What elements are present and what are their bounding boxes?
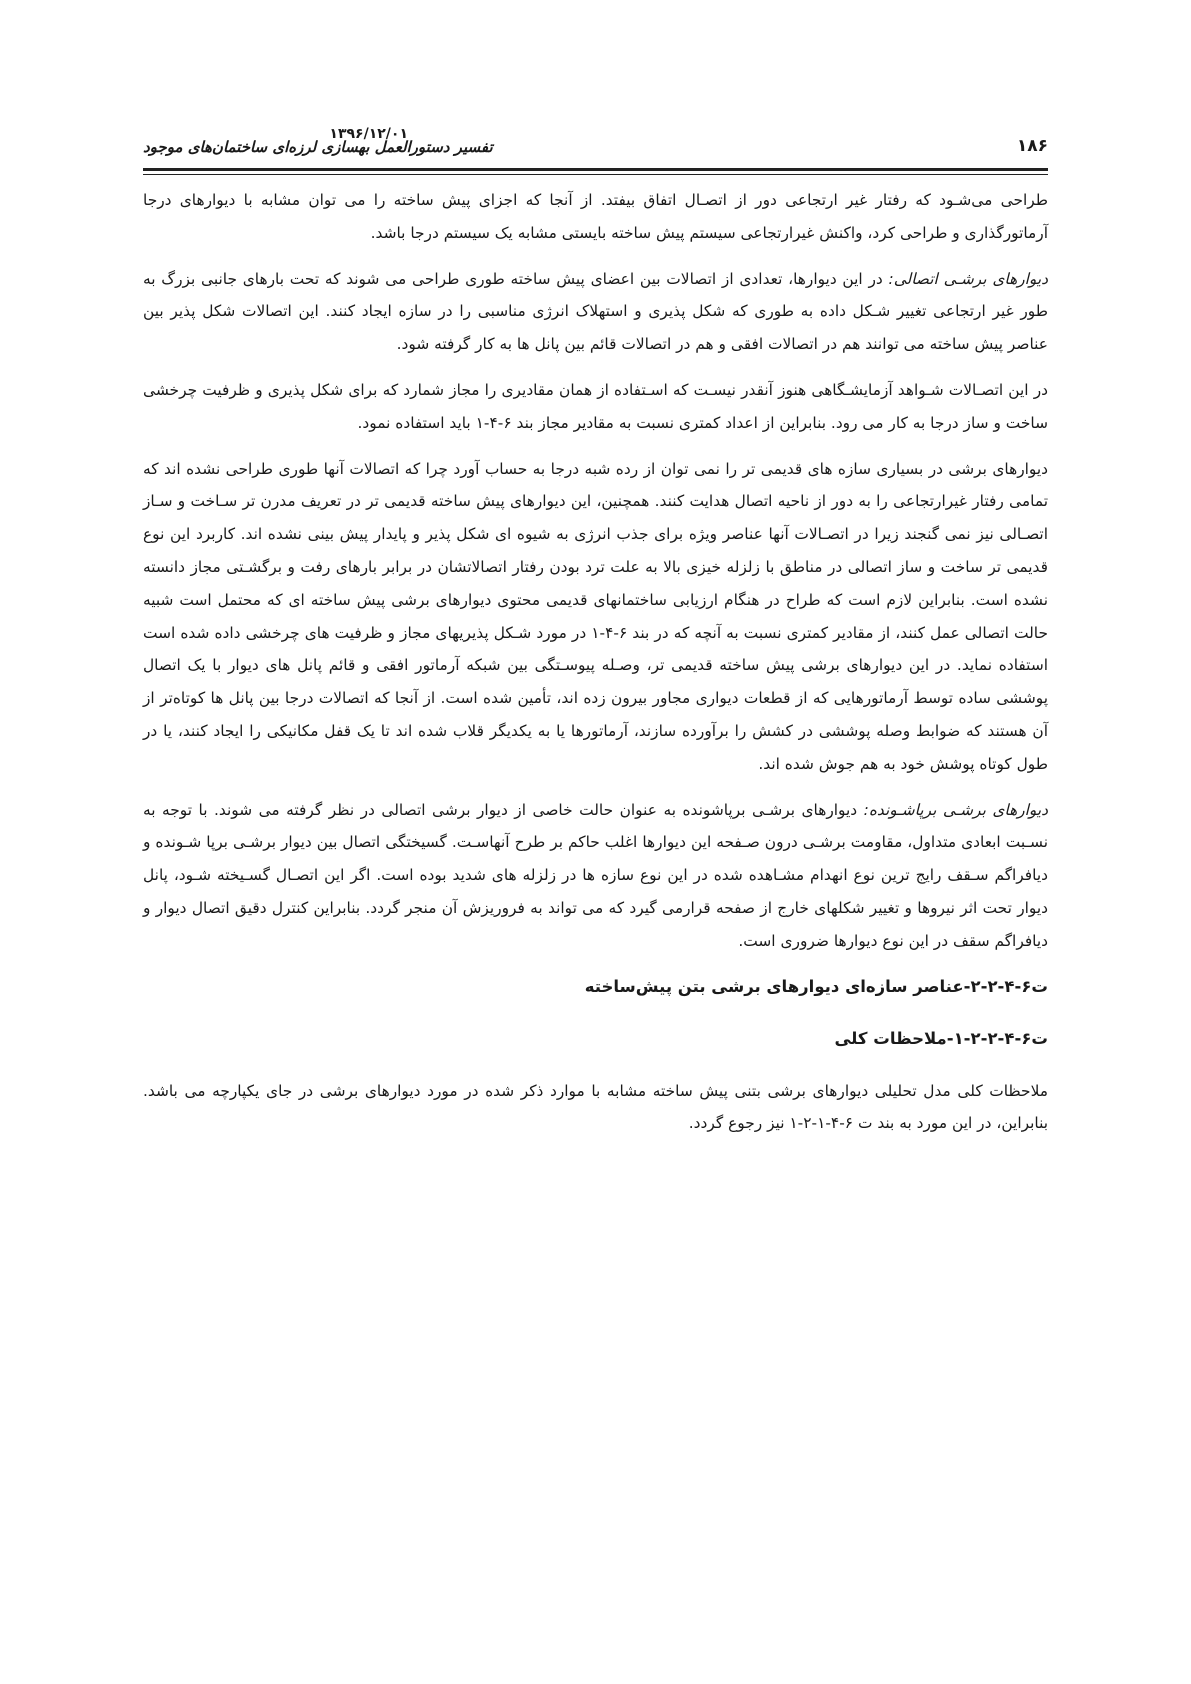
paragraph-text: دیوارهای برشـی برپاشونده به عنوان حالت خاصی از دیوار برشی اتصالی در نظر گرفته می شوند. با توجه به نسـبت ابعادی متداول، مقاومت برشـی درون صـفحه این دیوارها اغلب حاکم بر طرح آنهاسـت. گسیختگی اتصال بین دیوار برشـی برپا شـونده و دیافراگم سـقف رایج ترین نوع انهدام مشـاهده شده در این نوع سازه ها در زلزله های شدید بوده است. اگر این اتصـال گسـیخته شـود، پانل دیوار تحت اثر نیروها و تغییر شکلهای خارج از صفحه قرارمی گیرد که می تواند به فروریزش آن منجر گردد. بنابراین کنترل دقیق اتصال دیوار و دیافراگم سقف در این نوع دیوارها ضروری است.: [143, 800, 1048, 950]
paragraph-text: در این دیوارها، تعدادی از اتصالات بین اعضای پیش ساخته طوری طراحی می شوند که تحت بارهای جانبی بزرگ به طور غیر ارتجاعی تغییر شـکل داده به طوری که شکل پذیری و استهلاک انرژی مناسبی را در سازه ایجاد کنند. این اتصالات شکل پذیر بین عناصر پیش ساخته می توانند هم در اتصالات افقی و هم در اتصالات قائم بین پانل ها به کار گرفته شود.: [143, 269, 1048, 354]
main-content: [143, 184, 1048, 1153]
page-number: ۱۸۶: [1016, 136, 1048, 156]
term-tilt-up-shear-walls: دیوارهای برشـی برپاشـونده:: [863, 800, 1049, 819]
paragraph: طراحی می‌شـود که رفتار غیر ارتجاعی دور از اتصـال اتفاق بیفتد. از آنجا که اجزای پیش ساخته را می توان مشابه با دیوارهای درجا آرماتورگذاری و طراحی کرد، واکنش غیرارتجاعی سیستم پیش ساخته بایستی مشابه یک سیستم درجا باشد.: [143, 191, 1048, 242]
header-rule-thin: [143, 174, 1048, 175]
subsection-heading: ت۶-۴-۲-۲-۱-ملاحظات کلی: [834, 1028, 1048, 1048]
paragraph: ملاحظات کلی مدل تحلیلی دیوارهای برشی بتنی پیش ساخته مشابه با موارد ذکر شده در مورد دیوارهای برشی در جای یکپارچه می باشد. بنابراین، در این مورد به بند ت ۶-۴-۱-۲-۱ نیز رجوع گردد.: [143, 1081, 1048, 1133]
paragraph-tilt-up-walls: [143, 794, 1048, 958]
paragraph: دیوارهای برشی در بسیاری سازه های قدیمی تر را نمی توان از رده شبه درجا به حساب آورد چرا که اتصالات آنها طوری طراحی نشده اند که تمامی رفتار غیرارتجاعی را به دور از ناحیه اتصال هدایت کنند. همچنین، این دیوارهای پیش ساخته قدیمی تر در تعریف مدرن تر سـاخت و سـاز اتصـالی نیز نمی گنجند زیرا در اتصـالات آنها عناصر ویژه برای جذب انرژی به شیوه ای شکل پذیر و پایدار پیش بینی نشده اند. کاربرد این نوع قدیمی تر ساخت و ساز اتصالی در مناطق با زلزله خیزی بالا به علت ترد بودن رفتار اتصالاتشان در برابر بارهای رفت و برگشـتی مجاز دانسته نشده است. بنابراین لازم است که طراح در هنگام ارزیابی ساختمانهای قدیمی محتوی دیوارهای برشی پیش ساخته ای که محتمل است شبیه حالت اتصالی عمل کنند، از مقادیر کمتری نسبت به آنچه که در بند ۶-۴-۱ در مورد شـکل پذیریهای مجاز و ظرفیت های چرخشی داده شده است استفاده نماید. در این دیوارهای برشی پیش ساخته قدیمی تر، وصـله پیوسـتگی بین شبکه آرماتور افقی و قائم پانل های دیوار با یک اتصال پوششی ساده توسط آرماتورهایی که از قطعات دیواری مجاور بیرون زده اند، تأمین شده است. از آنجا که اتصالات درجا بین پانل ها کوتاه‌تر از آن هستند که ضوابط وصله پوششی در کشش را برآورده سازند، آرماتورها یا به یکدیگر قلاب شده اند تا یک قفل مکانیکی را ایجاد کنند، یا در طول کوتاه پوشش خود به هم جوش شده اند.: [143, 459, 1048, 773]
paragraph: در این اتصـالات شـواهد آزمایشـگاهی هنوز آنقدر نیسـت که اسـتفاده از همان مقادیری را مجاز شمارد که برای شکل پذیری و ظرفیت چرخشی ساخت و ساز درجا به کار می رود. بنابراین از اعداد کمتری نسبت به مقادیر مجاز بند ۶-۴-۱ باید استفاده نمود.: [143, 380, 1048, 432]
term-connected-shear-walls: دیوارهای برشـی اتصالی:: [888, 269, 1048, 288]
book-title: تفسیر دستورالعمل بهسازی لرزه‌ای ساختمان‌های موجود: [143, 138, 493, 156]
header-rule-thick: [143, 168, 1048, 171]
section-heading: ت۶-۴-۲-۲-عناصر سازه‌ای دیوارهای برشی بتن پیش‌ساخته: [584, 976, 1048, 996]
header-date: ۱۳۹۶/۱۲/۰۱: [329, 126, 408, 142]
page-header: [143, 126, 1048, 170]
paragraph-connection-walls: [143, 263, 1048, 361]
